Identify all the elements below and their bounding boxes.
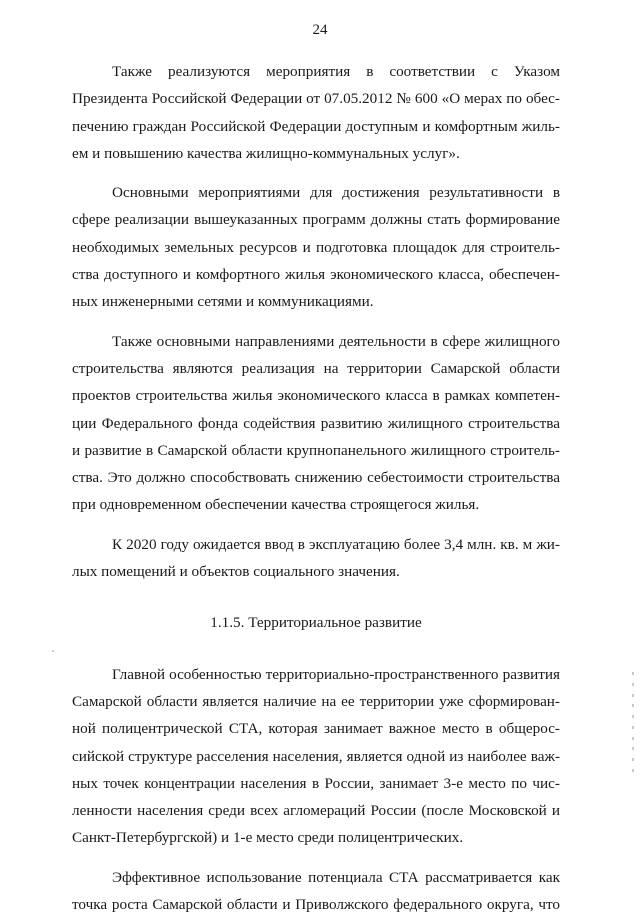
- text-line: необходимых земельных ресурсов и подготовка площадок для строитель-: [72, 238, 560, 256]
- document-body: [72, 58, 560, 918]
- text-line: сийской структуре расселения населения, является одной из наиболее важ-: [72, 747, 560, 765]
- text-line: Основными мероприятиями для достижения результативности в: [112, 184, 560, 202]
- text-line: при одновременном обеспечении качества строящегося жилья.: [72, 496, 480, 514]
- text-line: Эффективное использование потенциала СТА рассматривается как: [112, 868, 560, 886]
- text-line: ных инженерными сетями и коммуникациями.: [72, 293, 374, 311]
- text-line: строительства являются реализация на территории Самарской области: [72, 359, 560, 377]
- text-line: точка роста Самарской области и Приволжского федерального округа, что: [72, 896, 560, 914]
- text-line: Главной особенностью территориально-пространственного развития: [112, 665, 560, 683]
- text-line: К 2020 году ожидается ввод в эксплуатацию более 3,4 млн. кв. м жи-: [112, 535, 560, 553]
- text-line: сфере реализации вышеуказанных программ должны стать формирование: [72, 211, 560, 229]
- paragraph-sta-potential: [72, 864, 560, 918]
- text-line: Президента Российской Федерации от 07.05.2012 № 600 «О мерах по обес-: [72, 90, 560, 108]
- text-line: проектов строительства жилья экономического класса в рамках компетен-: [72, 387, 560, 405]
- text-line: Санкт-Петербургской) и 1-е место среди полицентрических.: [72, 829, 464, 847]
- paragraph-housing-directions: [72, 328, 560, 519]
- text-line: печению граждан Российской Федерации доступным и комфортным жиль-: [72, 117, 560, 135]
- text-line: Самарской области является наличие на ее территории уже сформирован-: [72, 692, 560, 710]
- page-number: 24: [312, 22, 328, 38]
- text-line: ленности населения среди всех агломераций России (после Московской и: [72, 802, 560, 820]
- text-line: ции Федерального фонда содействия развитию жилищного строительства: [72, 414, 560, 432]
- text-line: Также основными направлениями деятельности в сфере жилищного: [112, 332, 560, 350]
- scan-artifact: [52, 650, 54, 652]
- section-heading: 1.1.5. Территориальное развитие: [210, 614, 422, 632]
- text-line: ства. Это должно способствовать снижению себестоимости строительства: [72, 469, 560, 487]
- text-line: ства доступного и комфортного жилья экономического класса, обеспечен-: [72, 266, 560, 284]
- text-line: и развитие в Самарской области крупнопанельного жилищного строитель-: [72, 441, 560, 459]
- paragraph-territorial-feature: [72, 661, 560, 852]
- text-line: ной полицентрической СТА, которая занимает важное место в общерос-: [72, 720, 560, 738]
- paragraph-main-measures: [72, 179, 560, 315]
- paragraph-2020-forecast: [72, 531, 560, 586]
- text-line: лых помещений и объектов социального значения.: [72, 563, 400, 581]
- text-line: ем и повышению качества жилищно-коммунальных услуг».: [72, 144, 460, 162]
- scan-edge-marks: [631, 672, 634, 772]
- paragraph-decree: [72, 58, 560, 167]
- text-line: Также реализуются мероприятия в соответствии с Указом: [112, 63, 560, 80]
- text-line: ных точек концентрации населения в России, занимает 3-е место по чис-: [72, 774, 560, 792]
